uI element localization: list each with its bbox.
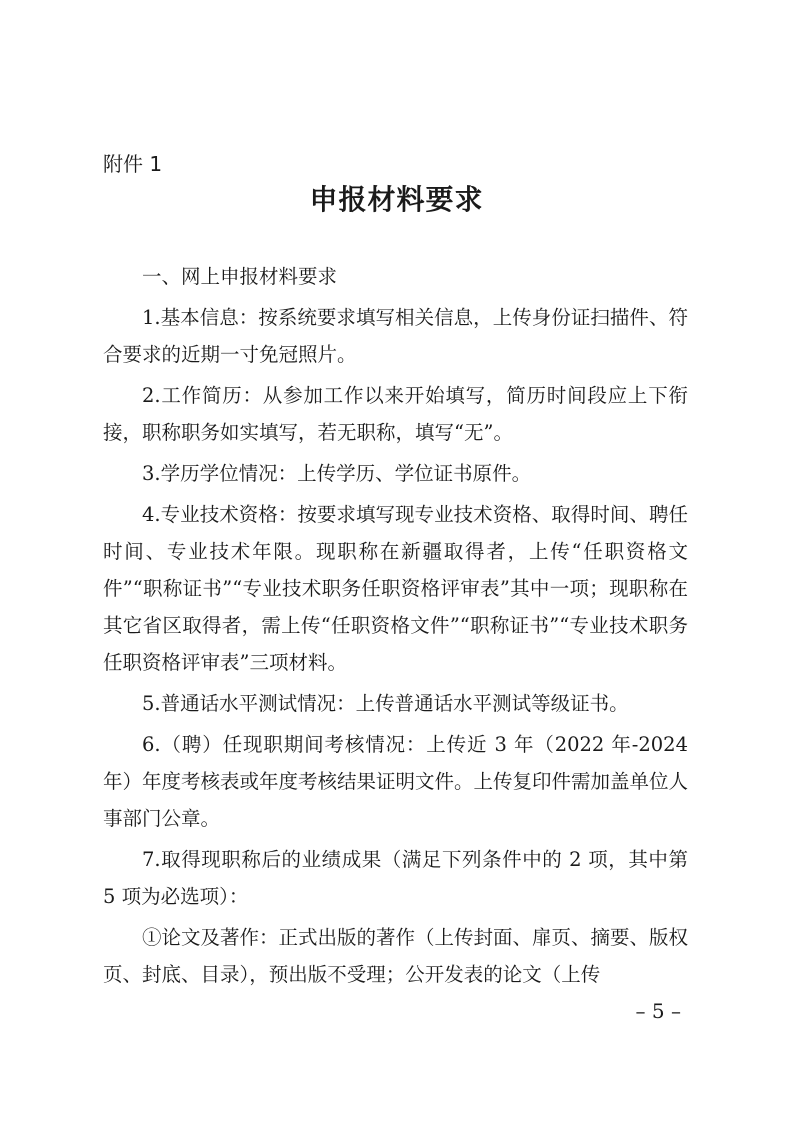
paragraph-education: 3.学历学位情况：上传学历、学位证书原件。 — [142, 462, 532, 485]
paragraph-mandarin-test: 5.普通话水平测试情况：上传普通话水平测试等级证书。 — [142, 692, 629, 715]
paragraph-achievements: 7.取得现职称后的业绩成果（满足下列条件中的 2 项，其中第 5 项为必选项）： — [103, 848, 688, 908]
paragraph-papers-works: ①论文及著作：正式出版的著作（上传封面、扉页、摘要、版权页、封底、目录），预出版不受理；公开发表的论文（上传 — [103, 926, 689, 986]
document-title: 申报材料要求 — [309, 183, 484, 216]
section-heading: 一、网上申报材料要求 — [142, 265, 338, 288]
paragraph-professional-qualification: 4.专业技术资格：按要求填写现专业技术资格、取得时间、聘任时间、专业技术年限。现职称在新疆取得者，上传“任职资格文件”“职称证书”“专业技术职务任职资格评审表”其中一项；现职称在其它省区取得者，需上传“任职资格文件”“职称证书”“专业技术职务任职资格评审表”三项材料。 — [103, 503, 688, 674]
attachment-label: 附件 1 — [103, 152, 163, 176]
document-body — [103, 258, 688, 993]
paragraph-work-resume: 2.工作简历：从参加工作以来开始填写，简历时间段应上下衔接，职称职务如实填写，若无职称，填写“无”。 — [103, 384, 688, 444]
paragraph-basic-info: 1.基本信息：按系统要求填写相关信息，上传身份证扫描件、符合要求的近期一寸免冠照片。 — [103, 306, 688, 366]
page-number: – 5 – — [635, 999, 681, 1023]
paragraph-assessment: 6.（聘）任现职期间考核情况：上传近 3 年（2022 年-2024 年）年度考核表或年度考核结果证明文件。上传复印件需加盖单位人事部门公章。 — [103, 733, 689, 830]
